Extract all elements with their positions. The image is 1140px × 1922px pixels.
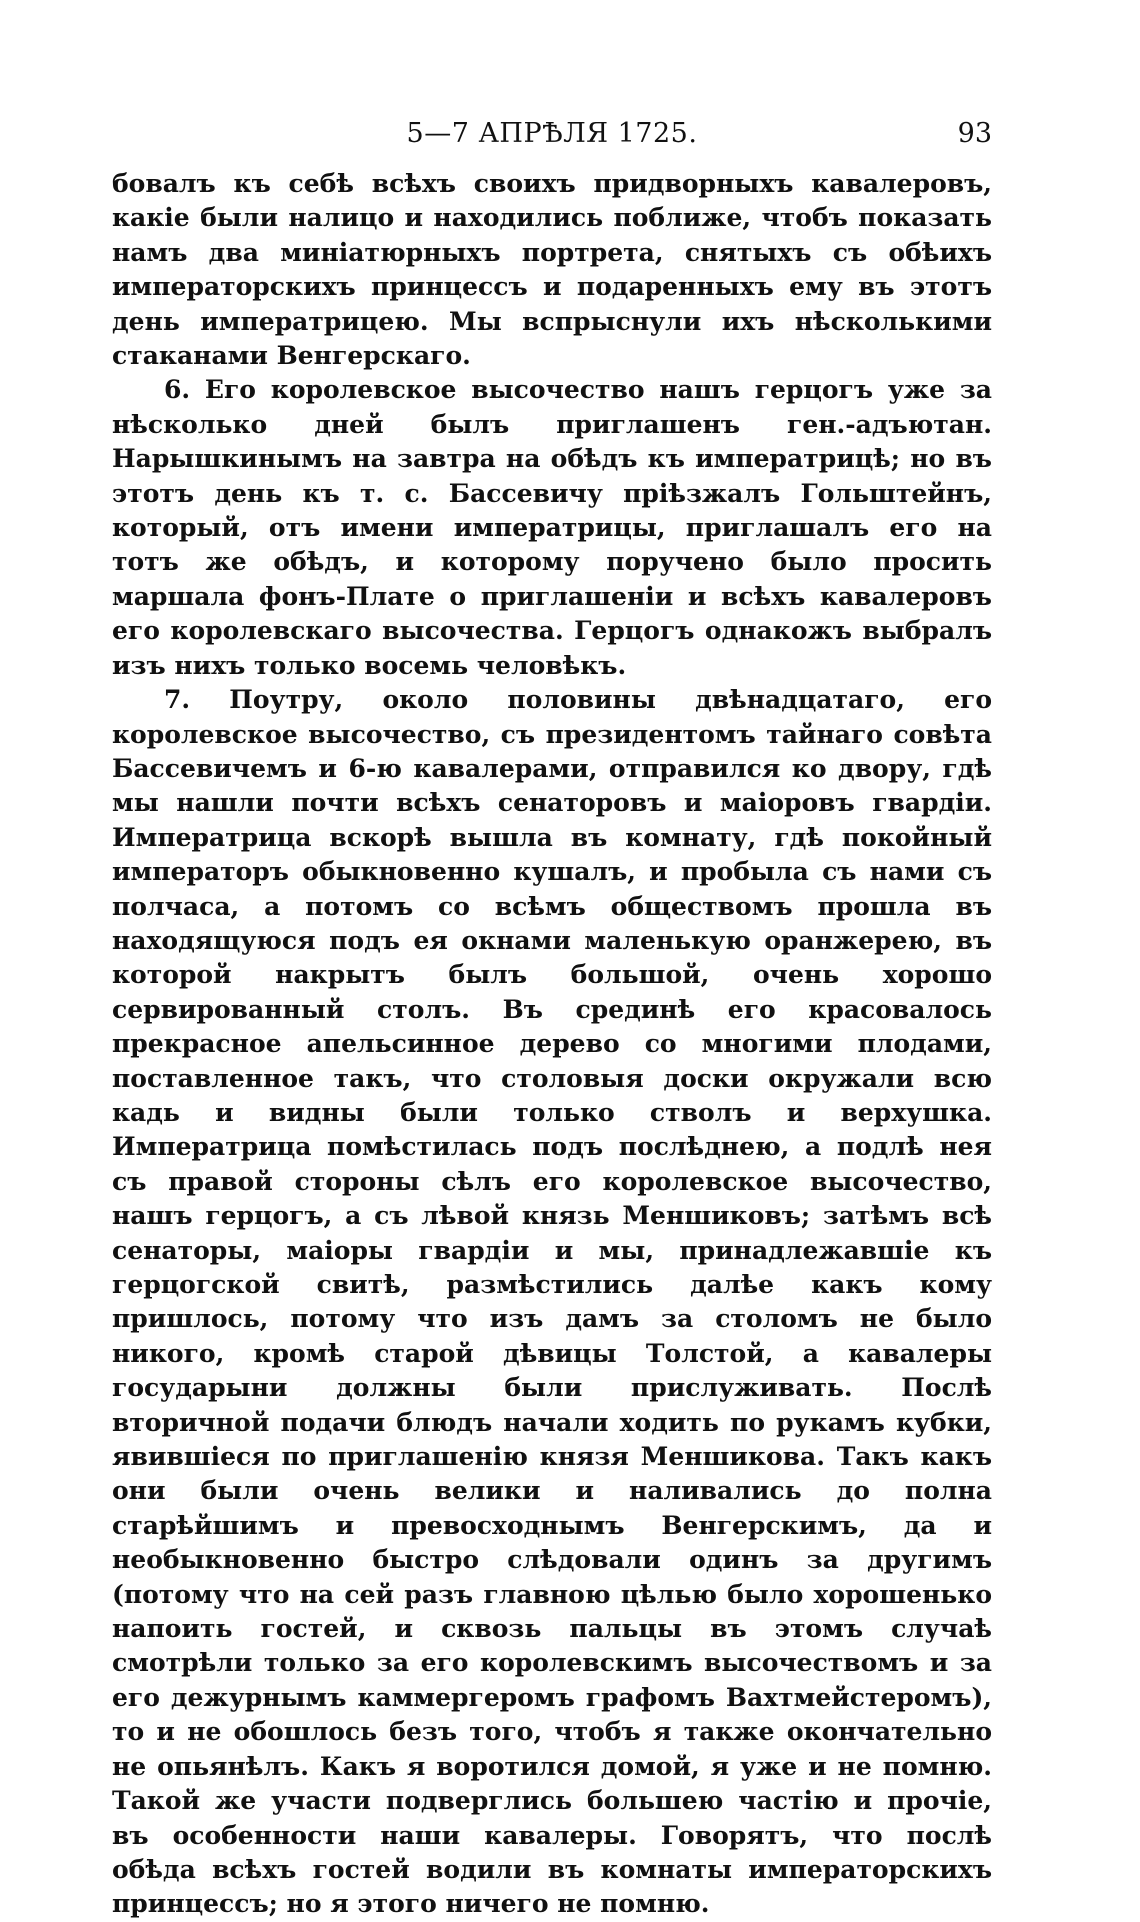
body-text (112, 167, 992, 1922)
paragraph-entry-6: 6. Его королевское высочество нашъ герцогъ уже за нѣсколько дней былъ приглашенъ ген.-адъютан. Нарышкинымъ на завтра на обѣдъ къ императрицѣ; но въ этотъ день къ т. с. Бассевичу пріѣзжалъ Гольштейнъ, который, отъ имени императрицы, приглашалъ его на тотъ же обѣдъ, и которому поручено было просить маршала фонъ-Плате о приглашеніи и всѣхъ кавалеровъ его королевскаго высочества. Герцогъ однакожъ выбралъ изъ нихъ только восемь человѣкъ. (112, 375, 992, 680)
paragraph-continued: бовалъ къ себѣ всѣхъ своихъ придворныхъ кавалеровъ, какіе были налицо и находились поближе, чтобъ показать намъ два миніатюрныхъ портрета, снятыхъ съ обѣихъ императорскихъ принцессъ и подаренныхъ ему въ этотъ день императрицею. Мы вспрыснули ихъ нѣсколькими стаканами Венгерскаго. (112, 169, 992, 371)
page-header-title: 5—7 АПРѢЛЯ 1725. (406, 118, 698, 149)
page-number: 93 (957, 118, 992, 149)
running-head (112, 114, 992, 154)
paragraph-entry-7: 7. Поутру, около половины двѣнадцатаго, его королевское высочество, съ президентомъ тайнаго совѣта Бассевичемъ и 6-ю кавалерами, отправился ко двору, гдѣ мы нашли почти всѣхъ сенаторовъ и маіоровъ гвардіи. Императрица вскорѣ вышла въ комнату, гдѣ покойный императоръ обыкновенно кушалъ, и пробыла съ нами съ полчаса, а потомъ со всѣмъ обществомъ прошла въ находящуюся подъ ея окнами маленькую оранжерею, въ которой накрытъ былъ большой, очень хорошо сервированный столъ. Въ срединѣ его красовалось прекрасное апельсинное дерево со многими плодами, поставленное такъ, что столовыя доски окружали всю кадь и видны были только стволъ и верхушка. Императрица помѣстилась подъ послѣднею, а подлѣ нея съ правой стороны сѣлъ его королевское высочество, нашъ герцогъ, а съ лѣвой князь Меншиковъ; затѣмъ всѣ сенаторы, маіоры гвардіи и мы, принадлежавшіе къ герцогской свитѣ, размѣстились далѣе какъ кому пришлось, потому что изъ дамъ за столомъ не было никого, кромѣ старой дѣвицы Толстой, а кавалеры государыни должны были прислуживать. Послѣ вторичной подачи блюдъ начали ходить по рукамъ кубки, явившіеся по приглашенію князя Меншикова. Такъ какъ они были очень велики и наливались до полна старѣйшимъ и превосходнымъ Венгерскимъ, да и необыкновенно быстро слѣдовали одинъ за другимъ (потому что на сей разъ главною цѣлью было хорошенько напоить гостей, и сквозь пальцы въ этомъ случаѣ смотрѣли только за его королевскимъ высочествомъ и за его дежурнымъ каммергеромъ графомъ Вахтмейстеромъ), то и не обошлось безъ того, чтобъ я также окончательно не опьянѣлъ. Какъ я воротился домой, я уже и не помню. Такой же участи подверглись большею частію и прочіе, въ особенности наши кавалеры. Говорятъ, что послѣ обѣда всѣхъ гостей водили въ комнаты императорскихъ принцессъ; но я этого ничего не помню. (112, 685, 992, 1919)
